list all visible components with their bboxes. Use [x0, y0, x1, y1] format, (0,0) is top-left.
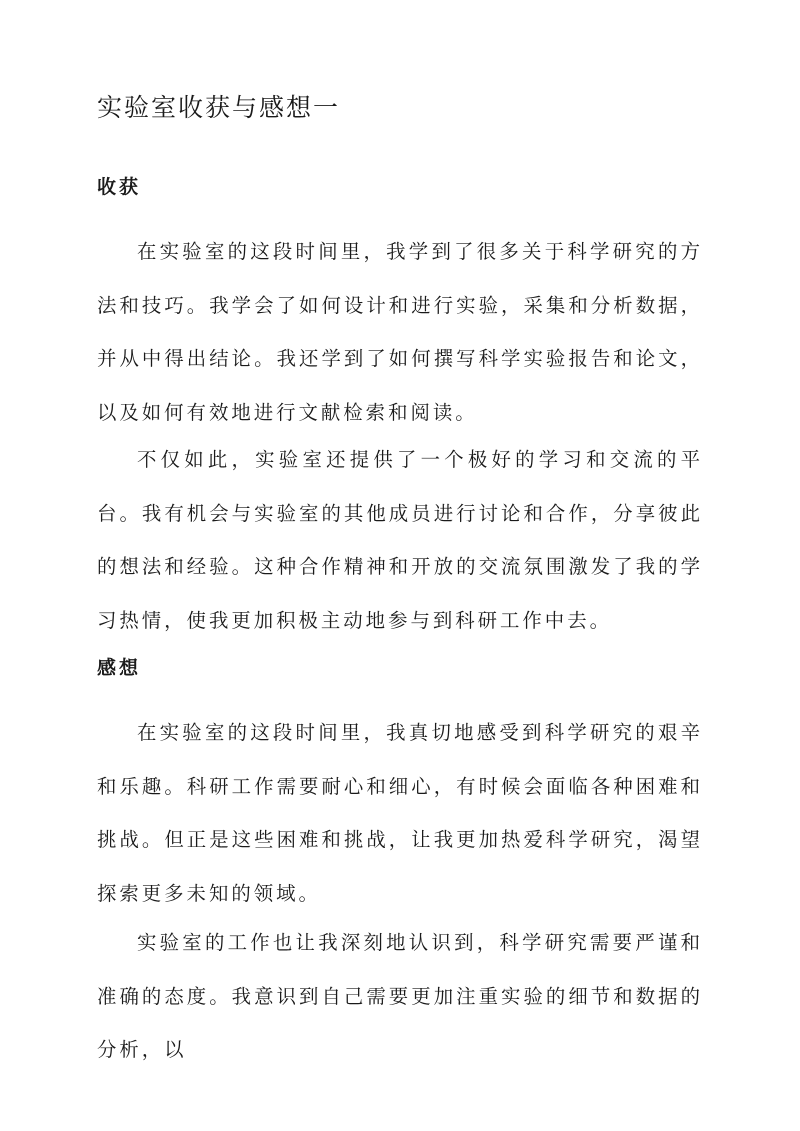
paragraph: 实验室的工作也让我深刻地认识到，科学研究需要严谨和准确的态度。我意识到自己需要更加注重实验的细节和数据的分析，以: [97, 931, 703, 1061]
paragraph: 不仅如此，实验室还提供了一个极好的学习和交流的平台。我有机会与实验室的其他成员进行讨论和合作，分享彼此的想法和经验。这种合作精神和开放的交流氛围激发了我的学习热情，使我更加积极主动地参与到科研工作中去。: [97, 448, 703, 632]
section-heading-gains: 收获: [97, 176, 142, 198]
paragraph: 在实验室的这段时间里，我学到了很多关于科学研究的方法和技巧。我学会了如何设计和进行实验，采集和分析数据，并从中得出结论。我还学到了如何撰写科学实验报告和论文，以及如何有效地进行文献检索和阅读。: [97, 240, 703, 424]
paragraph: 在实验室的这段时间里，我真切地感受到科学研究的艰辛和乐趣。科研工作需要耐心和细心，有时候会面临各种困难和挑战。但正是这些困难和挑战，让我更加热爱科学研究，渴望探索更多未知的领域。: [97, 721, 703, 905]
document-title: 实验室收获与感想一: [97, 93, 341, 122]
section-heading-thoughts: 感想: [97, 657, 142, 679]
